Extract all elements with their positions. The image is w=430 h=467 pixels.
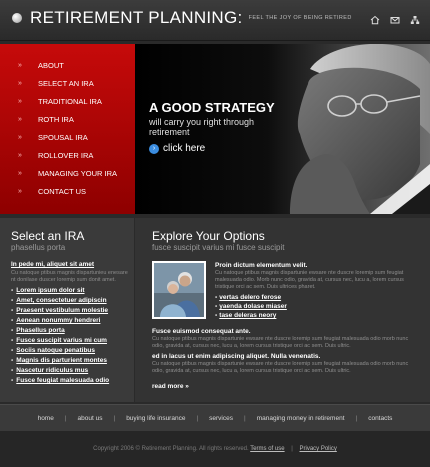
nav-bullet: » [18,133,22,141]
footer-link-managing-money[interactable]: managing money in retirement [256,414,345,422]
mail-icon[interactable] [390,15,400,25]
nav-item-label: ABOUT [38,60,64,70]
footer-separator: | [113,414,116,422]
couple-photo [152,261,206,319]
sidebar-subtitle: phasellus porta [11,243,66,252]
footer-link-contacts[interactable]: contacts [368,414,393,422]
sidebar-link[interactable] [11,346,134,356]
footer-separator: | [64,414,67,422]
footer-nav [0,404,430,431]
sidebar [0,218,135,402]
footer-link-home[interactable]: home [37,414,54,422]
terms-of-use-link[interactable]: Terms of use [250,446,285,452]
footer-separator: | [196,414,199,422]
footer-link-buying-life-insurance[interactable]: buying life insurance [126,414,186,422]
sitemap-icon[interactable] [410,15,420,25]
paragraph-title: ed in lacus ut enim adipiscing aliquet. Nulla venenatis. [152,353,321,360]
hero-man-photo [270,44,430,214]
footer-separator: | [244,414,246,422]
nav-item-label: ROLLOVER IRA [38,150,94,160]
nav-item-label: ROTH IRA [38,114,74,124]
sidebar-link-label: Lorem ipsum dolor sit [16,287,85,294]
feature-body: Cu natoque ptibus magnis dispartunie ewsare nte duscre loremip sum feugiat malesuada odio. Morb nunc odio, gravida at, cursus nec, lucu a, lorem cursus tristique orci ac sem. Duis ultrices pharet. [215,270,404,290]
nav-item-label: CONTACT US [38,186,87,196]
sidebar-link-label: Phasellus porta [16,327,65,334]
nav-bullet: » [18,97,22,105]
hero-headline: A GOOD STRATEGY [149,100,275,115]
main-content [0,218,430,402]
sidebar-link-label: Amet, consectetuer adipiscin [16,297,107,304]
content-title: Explore Your Options [152,229,265,243]
nav-bullet: » [18,79,22,87]
sidebar-link-label: Sociis natoque penatibus [16,347,96,354]
sidebar-link-label: Nascetur ridiculus mus [16,367,89,374]
nav-item-traditional-ira[interactable] [0,92,135,110]
footer-separator: | [355,414,358,422]
hero-text [149,100,275,154]
site-title: RETIREMENT PLANNING: [30,8,243,27]
bullet-icon: • [11,347,14,354]
nav-bullet: » [18,169,22,177]
nav-bullet: » [18,151,22,159]
bullet-icon: • [11,317,14,324]
sidebar-link[interactable] [11,286,134,296]
bullet-icon: • [215,294,218,301]
sidebar-link-list [11,286,134,386]
paragraph-body: Cu natoque ptibus magnis dispartunie ewsare nte duscre loremip sum feugiat malesuada odio morb nunc odio, gravida at, cursus nec, lucu a, lorem cursus tristique orci ac sem. Duis ultric. [152,336,409,349]
nav-bullet: » [18,61,22,69]
site-tagline: FEEL THE JOY OF BEING RETIRED [248,15,352,21]
footer-bottom [0,431,430,467]
feature-text [215,261,418,320]
hero [135,44,430,214]
hero-cta-label: click here [163,143,206,154]
feature-block [152,261,418,320]
bullet-icon: • [11,367,14,374]
sidebar-link-label: Magnis dis parturient montes [16,357,107,364]
nav-item-label: MANAGING YOUR IRA [38,168,118,178]
logo[interactable] [12,8,352,28]
feature-link-label: yaenda dolase miaser [219,303,287,310]
feature-link-list [215,293,418,320]
nav-item-about[interactable] [0,56,135,74]
feature-link-label: vertas delero ferose [219,294,282,301]
copyright-text: Copyright 2006 © Retirement Planning. All rights reserved. [93,446,249,452]
sidebar-intro: Cu natoque ptibus magnis dispartunieu enesare nt donilase duscer loremip sum donit amet. [11,270,128,283]
paragraph-body: Cu natoque ptibus magnis dispartunie ewsare nte duscre loremip sum feugiat malesuada odio morb nunc odio, gravida at, cursus nec, lucu a, lorem cursus tristique orci ac sem. Duis ultric. [152,361,409,374]
bullet-icon: • [215,303,218,310]
sidebar-link[interactable] [11,306,134,316]
footer-pipe: | [291,446,293,452]
sidebar-link-label: Fusce feugiat malesuada odio [16,377,110,384]
arrow-circle-icon: › [149,144,159,154]
nav-item-label: TRADITIONAL IRA [38,96,102,106]
hero-cta-button[interactable] [149,143,275,154]
bullet-icon: • [11,377,14,384]
banner [0,44,430,214]
sidebar-link[interactable] [11,296,134,306]
sidebar-title: Select an IRA [11,229,85,243]
sidebar-link[interactable] [11,366,134,376]
nav-bullet: » [18,115,22,123]
nav-item-managing-your-ira[interactable] [0,164,135,182]
nav-bullet: » [18,187,22,195]
bullet-icon: • [11,307,14,314]
privacy-policy-link[interactable]: Privacy Policy [299,446,337,452]
sidebar-link-label: Fusce suscipit varius mi cum [16,337,107,344]
sidebar-link[interactable] [11,316,134,326]
bullet-icon: • [11,337,14,344]
sidebar-link[interactable] [11,356,134,366]
bullet-icon: • [215,312,218,319]
content-area [135,218,430,402]
feature-link[interactable] [215,293,418,302]
feature-link-label: tase deleras neory [219,312,277,319]
nav-item-contact-us[interactable] [0,182,135,200]
bullet-icon: • [11,297,14,304]
sidebar-link[interactable] [11,376,134,386]
bullet-icon: • [11,287,14,294]
nav-item-spousal-ira[interactable] [0,128,135,146]
site-header [0,0,430,41]
sidebar-link[interactable] [11,336,134,346]
home-icon[interactable] [370,15,380,25]
paragraph-title: Fusce euismod consequat ante. [152,328,251,335]
top-icons [370,15,420,25]
logo-mark-icon [12,13,22,23]
sidebar-heading-link[interactable]: In pede mi, aliquet sit amet [11,261,95,268]
nav-item-rollover-ira[interactable] [0,146,135,164]
feature-title: Proin dictum elementum velit. [215,262,308,269]
sidebar-link-label: Praesent vestibulum molestie [16,307,109,314]
feature-link[interactable] [215,311,418,320]
main-nav [0,44,135,214]
nav-item-roth-ira[interactable] [0,110,135,128]
feature-link[interactable] [215,302,418,311]
read-more-link[interactable]: read more » [152,383,189,390]
hero-subtext: will carry you right through retirement [149,117,255,137]
bullet-icon: • [11,357,14,364]
content-subtitle: fusce suscipit varius mi fusce suscipit [152,243,285,252]
nav-item-label: SELECT AN IRA [38,78,94,88]
footer-link-about-us[interactable]: about us [77,414,103,422]
footer-link-services[interactable]: services [209,414,233,422]
bullet-icon: • [11,327,14,334]
sidebar-link-label: Aenean nonummy hendreri [16,317,101,324]
sidebar-link[interactable] [11,326,134,336]
nav-item-label: SPOUSAL IRA [38,132,88,142]
nav-item-select-an-ira[interactable] [0,74,135,92]
